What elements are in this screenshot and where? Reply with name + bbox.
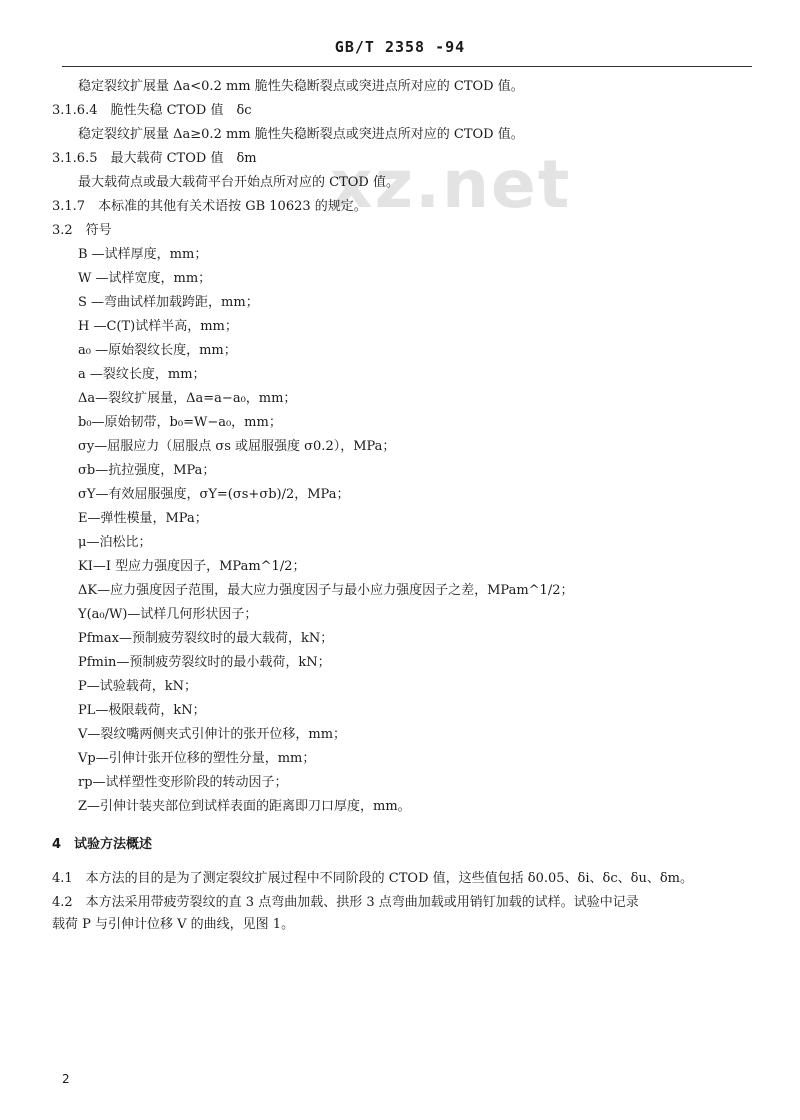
- symbol-item: Pfmax—预制疲劳裂纹时的最大载荷，kN；: [78, 631, 334, 646]
- symbol-item: H —C(T)试样半高，mm；: [78, 319, 238, 334]
- header-rule: [62, 66, 752, 67]
- symbol-item: ΔK—应力强度因子范围，最大应力强度因子与最小应力强度因子之差，MPam^1/2；: [78, 583, 574, 598]
- symbol-item: Y(a₀/W)—试样几何形状因子；: [78, 607, 258, 622]
- symbol-item: P—试验载荷，kN；: [78, 679, 197, 694]
- symbol-item: Pfmin—预制疲劳裂纹时的最小载荷，kN；: [78, 655, 331, 670]
- clause-text: 载荷 P 与引伸计位移 V 的曲线，见图 1。: [52, 917, 295, 932]
- watermark: xz.net: [330, 146, 572, 223]
- symbol-item: μ—泊松比；: [78, 535, 152, 550]
- symbol-item: Z—引伸计装夹部位到试样表面的距离即刀口厚度，mm。: [78, 799, 411, 814]
- page-number: 2: [62, 1072, 70, 1086]
- clause-text: 稳定裂纹扩展量 Δa<0.2 mm 脆性失稳断裂点或突进点所对应的 CTOD 值。: [78, 79, 524, 94]
- clause-text: 3.1.7 本标准的其他有关术语按 GB 10623 的规定。: [52, 199, 367, 214]
- symbol-item: Vp—引伸计张开位移的塑性分量，mm；: [78, 751, 316, 766]
- standard-code-header: GB/T 2358 -94: [334, 38, 466, 56]
- clause-text: 4.1 本方法的目的是为了测定裂纹扩展过程中不同阶段的 CTOD 值，这些值包括 δ0.05、δi、δc、δu、δm。: [52, 871, 693, 886]
- symbol-item: σY—有效屈服强度，σY=(σs+σb)/2，MPa；: [78, 487, 350, 502]
- symbol-item: a₀ —原始裂纹长度，mm；: [78, 343, 237, 358]
- symbol-item: KI—I 型应力强度因子，MPam^1/2；: [78, 559, 306, 574]
- clause-heading: 3.1.6.5 最大载荷 CTOD 值 δm: [52, 151, 257, 166]
- symbol-item: b₀—原始韧带，b₀=W−a₀，mm；: [78, 415, 282, 430]
- clause-text: 4.2 本方法采用带疲劳裂纹的直 3 点弯曲加载、拱形 3 点弯曲加载或用销钉加载的试样。试验中记录: [52, 895, 639, 910]
- symbol-item: B —试样厚度，mm；: [78, 247, 208, 262]
- symbol-item: σb—抗拉强度，MPa；: [78, 463, 216, 478]
- symbol-item: PL—极限载荷，kN；: [78, 703, 206, 718]
- symbol-item: a —裂纹长度，mm；: [78, 367, 206, 382]
- symbol-item: V—裂纹嘴两侧夹式引伸计的张开位移，mm；: [78, 727, 347, 742]
- section-heading: 4 试验方法概述: [52, 837, 153, 852]
- clause-heading: 3.2 符号: [52, 223, 112, 238]
- symbol-item: Δa—裂纹扩展量，Δa=a−a₀，mm；: [78, 391, 297, 406]
- clause-text: 最大载荷点或最大载荷平台开始点所对应的 CTOD 值。: [78, 175, 399, 190]
- clause-heading: 3.1.6.4 脆性失稳 CTOD 值 δc: [52, 103, 252, 118]
- symbol-item: S —弯曲试样加载跨距，mm；: [78, 295, 259, 310]
- symbol-item: W —试样宽度，mm；: [78, 271, 212, 286]
- symbol-item: E—弹性模量，MPa；: [78, 511, 208, 526]
- clause-text: 稳定裂纹扩展量 Δa≥0.2 mm 脆性失稳断裂点或突进点所对应的 CTOD 值。: [78, 127, 524, 142]
- symbol-item: σy—屈服应力（屈服点 σs 或屈服强度 σ0.2），MPa；: [78, 439, 396, 454]
- symbol-item: rp—试样塑性变形阶段的转动因子；: [78, 775, 288, 790]
